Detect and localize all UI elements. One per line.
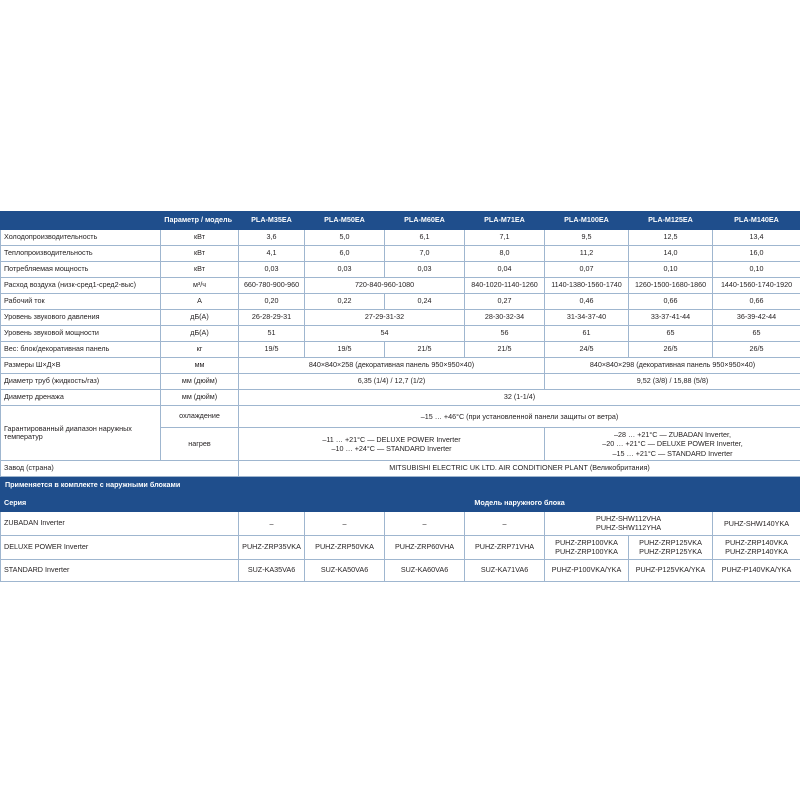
- temperature-line: –10 … +24°C — STANDARD Inverter: [331, 444, 452, 454]
- temperature-mode: нагрев: [161, 428, 239, 461]
- table-row: [1, 342, 800, 358]
- row-param-label: Уровень звуковой мощности: [1, 326, 161, 342]
- row-unit: мм: [161, 358, 239, 374]
- outdoor-model-line: PUHZ-ZRP140YKA: [725, 547, 788, 557]
- row-value: 6,1: [385, 230, 465, 246]
- outdoor-model-line: PUHZ-P125VKA/YKA: [635, 565, 706, 575]
- outdoor-model-cell: [305, 535, 385, 559]
- outdoor-model-line: SUZ-KA60VA6: [400, 565, 449, 575]
- outdoor-row: [1, 535, 800, 559]
- specification-table: [0, 211, 800, 582]
- outdoor-row: [1, 512, 800, 536]
- header-model-6: PLA-M125EA: [629, 212, 713, 230]
- table-row: [1, 310, 800, 326]
- row-value: 12,5: [629, 230, 713, 246]
- header-model-2: PLA-M50EA: [305, 212, 385, 230]
- row-value: 5,0: [305, 230, 385, 246]
- outdoor-model-cell: [713, 512, 800, 536]
- series-label: Серия: [1, 495, 239, 512]
- outdoor-model-line: –: [269, 518, 274, 528]
- outdoor-model-line: PUHZ-ZRP71VHA: [474, 542, 535, 552]
- outdoor-model-line: PUHZ-ZRP125VKA: [639, 537, 702, 547]
- outdoor-model-cell: [465, 559, 545, 581]
- outdoor-model-cell: [713, 559, 800, 581]
- row-value: 33-37-41-44: [629, 310, 713, 326]
- row-unit: дБ(А): [161, 326, 239, 342]
- row-value: 0,24: [385, 294, 465, 310]
- outdoor-model-cell: [629, 559, 713, 581]
- row-value: 720-840-960-1080: [305, 278, 465, 294]
- row-value: 9,5: [545, 230, 629, 246]
- row-value: 28-30-32-34: [465, 310, 545, 326]
- row-param-label: Холодопроизводительность: [1, 230, 161, 246]
- outdoor-model-line: SUZ-KA35VA6: [247, 565, 296, 575]
- row-value: 21/5: [465, 342, 545, 358]
- row-unit: мм (дюйм): [161, 374, 239, 390]
- temperature-line: –28 … +21°C — ZUBADAN Inverter,: [614, 430, 731, 439]
- row-param-label: Потребляемая мощность: [1, 262, 161, 278]
- row-value: 32 (1-1/4): [239, 390, 800, 406]
- row-value: 0,03: [305, 262, 385, 278]
- outdoor-model-line: PUHZ-SHW140YKA: [723, 518, 790, 528]
- row-value: 0,03: [239, 262, 305, 278]
- row-unit: A: [161, 294, 239, 310]
- row-value: 0,46: [545, 294, 629, 310]
- outdoor-model-line: PUHZ-ZRP50VKA: [315, 542, 374, 552]
- table-row: [1, 390, 800, 406]
- table-row: [1, 262, 800, 278]
- row-value: 36-39-42-44: [713, 310, 800, 326]
- outdoor-model-cell: [385, 535, 465, 559]
- row-value: 1260-1500-1680-1860: [629, 278, 713, 294]
- row-value: 16,0: [713, 246, 800, 262]
- header-model-4: PLA-M71EA: [465, 212, 545, 230]
- row-value: 840×840×298 (декоративная панель 950×950×40): [545, 358, 800, 374]
- row-value: 0,04: [465, 262, 545, 278]
- outdoor-model-line: SUZ-KA71VA6: [480, 565, 529, 575]
- row-unit: м³/ч: [161, 278, 239, 294]
- row-param-label: Диаметр дренажа: [1, 390, 161, 406]
- row-value: 1440-1560-1740-1920: [713, 278, 800, 294]
- row-value: 9,52 (3/8) / 15,88 (5/8): [545, 374, 800, 390]
- row-value: 31-34-37-40: [545, 310, 629, 326]
- outdoor-model-cell: [465, 535, 545, 559]
- row-param-label: Рабочий ток: [1, 294, 161, 310]
- table-row: [1, 326, 800, 342]
- row-value: 27-29-31-32: [305, 310, 465, 326]
- outdoor-subheader-row: [1, 495, 800, 512]
- outdoor-model-line: PUHZ-ZRP125YKA: [639, 547, 702, 557]
- row-value: 51: [239, 326, 305, 342]
- row-value: 1140-1380-1560-1740: [545, 278, 629, 294]
- outdoor-model-line: PUHZ-ZRP100VKA: [555, 537, 618, 547]
- temperature-line: –20 … +21°C — DELUXE POWER Inverter,: [602, 439, 743, 449]
- outdoor-model-cell: [385, 512, 465, 536]
- table-row: [1, 294, 800, 310]
- temperature-range-label: Гарантированный диапазон наружных температур: [1, 406, 161, 461]
- row-value: 6,35 (1/4) / 12,7 (1/2): [239, 374, 545, 390]
- outdoor-units-band-label: Применяется в комплекте с наружными блоками: [1, 477, 800, 495]
- outdoor-model-cell: [385, 559, 465, 581]
- row-value: 3,6: [239, 230, 305, 246]
- row-value: 65: [713, 326, 800, 342]
- row-value: 19/5: [305, 342, 385, 358]
- row-param-label: Теплопроизводительность: [1, 246, 161, 262]
- outdoor-model-cell: [629, 535, 713, 559]
- outdoor-model-label: Модель наружного блока: [239, 495, 800, 512]
- row-value: 61: [545, 326, 629, 342]
- outdoor-model-cell: [465, 512, 545, 536]
- outdoor-model-line: PUHZ-ZRP100YKA: [555, 547, 618, 557]
- table-row: [1, 374, 800, 390]
- table-row: [1, 246, 800, 262]
- row-value: 21/5: [385, 342, 465, 358]
- row-unit: кВт: [161, 262, 239, 278]
- row-param-label: Вес: блок/декоративная панель: [1, 342, 161, 358]
- outdoor-model-line: PUHZ-ZRP35VKA: [242, 542, 301, 552]
- row-value: 54: [305, 326, 465, 342]
- table-row-temperature: [1, 406, 800, 428]
- temperature-value: [545, 428, 800, 461]
- row-value: 0,22: [305, 294, 385, 310]
- outdoor-units-band: [1, 477, 800, 495]
- outdoor-row: [1, 559, 800, 581]
- row-unit: кг: [161, 342, 239, 358]
- outdoor-model-line: PUHZ-ZRP140VKA: [725, 537, 788, 547]
- row-value: 0,10: [713, 262, 800, 278]
- temperature-line: –15 … +46°C (при установленной панели защиты от ветра): [420, 411, 619, 421]
- outdoor-model-cell: [239, 512, 305, 536]
- row-value: 660-780-900-960: [239, 278, 305, 294]
- row-value: 56: [465, 326, 545, 342]
- outdoor-model-line: PUHZ-P140VKA/YKA: [721, 565, 792, 575]
- row-value: 0,10: [629, 262, 713, 278]
- table-row: [1, 278, 800, 294]
- row-param-label: Размеры Ш×Д×В: [1, 358, 161, 374]
- outdoor-model-cell: [545, 512, 713, 536]
- row-value: 8,0: [465, 246, 545, 262]
- table-row-plant: [1, 461, 800, 477]
- outdoor-model-line: SUZ-KA50VA6: [320, 565, 369, 575]
- row-param-label: Диаметр труб (жидкость/газ): [1, 374, 161, 390]
- row-param-label: Уровень звукового давления: [1, 310, 161, 326]
- table-header-row: [1, 212, 800, 230]
- outdoor-series-name: ZUBADAN Inverter: [1, 512, 239, 536]
- temperature-value: [239, 406, 800, 428]
- row-value: 24/5: [545, 342, 629, 358]
- row-value: 0,03: [385, 262, 465, 278]
- row-unit: кВт: [161, 230, 239, 246]
- specification-table-wrapper: [0, 211, 800, 582]
- header-param-label: Параметр / модель: [1, 212, 239, 230]
- outdoor-model-cell: [713, 535, 800, 559]
- temperature-mode: охлаждение: [161, 406, 239, 428]
- header-model-3: PLA-M60EA: [385, 212, 465, 230]
- table-row: [1, 358, 800, 374]
- row-value: 0,27: [465, 294, 545, 310]
- outdoor-model-line: –: [502, 518, 507, 528]
- temperature-line: –11 … +21°C — DELUXE POWER Inverter: [322, 434, 461, 444]
- row-value: 26/5: [713, 342, 800, 358]
- header-model-7: PLA-M140EA: [713, 212, 800, 230]
- table-row: [1, 230, 800, 246]
- row-value: 13,4: [713, 230, 800, 246]
- row-value: 26-28-29-31: [239, 310, 305, 326]
- row-unit: кВт: [161, 246, 239, 262]
- row-param-label: Расход воздуха (низк-сред1-сред2-выс): [1, 278, 161, 294]
- outdoor-model-line: PUHZ-ZRP60VHA: [394, 542, 455, 552]
- row-value: 6,0: [305, 246, 385, 262]
- plant-value: MITSUBISHI ELECTRIC UK LTD. AIR CONDITIONER PLANT (Великобритания): [239, 461, 800, 477]
- header-model-5: PLA-M100EA: [545, 212, 629, 230]
- temperature-value: [239, 428, 545, 461]
- row-value: 7,0: [385, 246, 465, 262]
- outdoor-model-line: PUHZ-P100VKA/YKA: [551, 565, 622, 575]
- outdoor-model-cell: [545, 559, 629, 581]
- outdoor-series-name: STANDARD Inverter: [1, 559, 239, 581]
- temperature-line: –15 … +21°C — STANDARD Inverter: [612, 448, 733, 458]
- outdoor-model-line: PUHZ-SHW112YHA: [596, 523, 661, 533]
- row-value: 840-1020-1140-1260: [465, 278, 545, 294]
- row-value: 65: [629, 326, 713, 342]
- outdoor-model-line: PUHZ-SHW112VHA: [596, 514, 661, 524]
- row-value: 19/5: [239, 342, 305, 358]
- row-unit: дБ(А): [161, 310, 239, 326]
- outdoor-model-line: –: [342, 518, 347, 528]
- outdoor-model-cell: [545, 535, 629, 559]
- outdoor-model-line: –: [422, 518, 427, 528]
- row-value: 0,07: [545, 262, 629, 278]
- outdoor-series-name: DELUXE POWER Inverter: [1, 535, 239, 559]
- row-value: 0,20: [239, 294, 305, 310]
- outdoor-model-cell: [305, 559, 385, 581]
- row-value: 7,1: [465, 230, 545, 246]
- row-value: 0,66: [629, 294, 713, 310]
- outdoor-model-cell: [239, 535, 305, 559]
- row-unit: мм (дюйм): [161, 390, 239, 406]
- specification-table-body: [1, 212, 800, 582]
- plant-label: Завод (страна): [1, 461, 239, 477]
- row-value: 4,1: [239, 246, 305, 262]
- row-value: 26/5: [629, 342, 713, 358]
- outdoor-model-cell: [239, 559, 305, 581]
- row-value: 14,0: [629, 246, 713, 262]
- outdoor-model-cell: [305, 512, 385, 536]
- header-model-1: PLA-M35EA: [239, 212, 305, 230]
- row-value: 0,66: [713, 294, 800, 310]
- row-value: 11,2: [545, 246, 629, 262]
- row-value: 840×840×258 (декоративная панель 950×950×40): [239, 358, 545, 374]
